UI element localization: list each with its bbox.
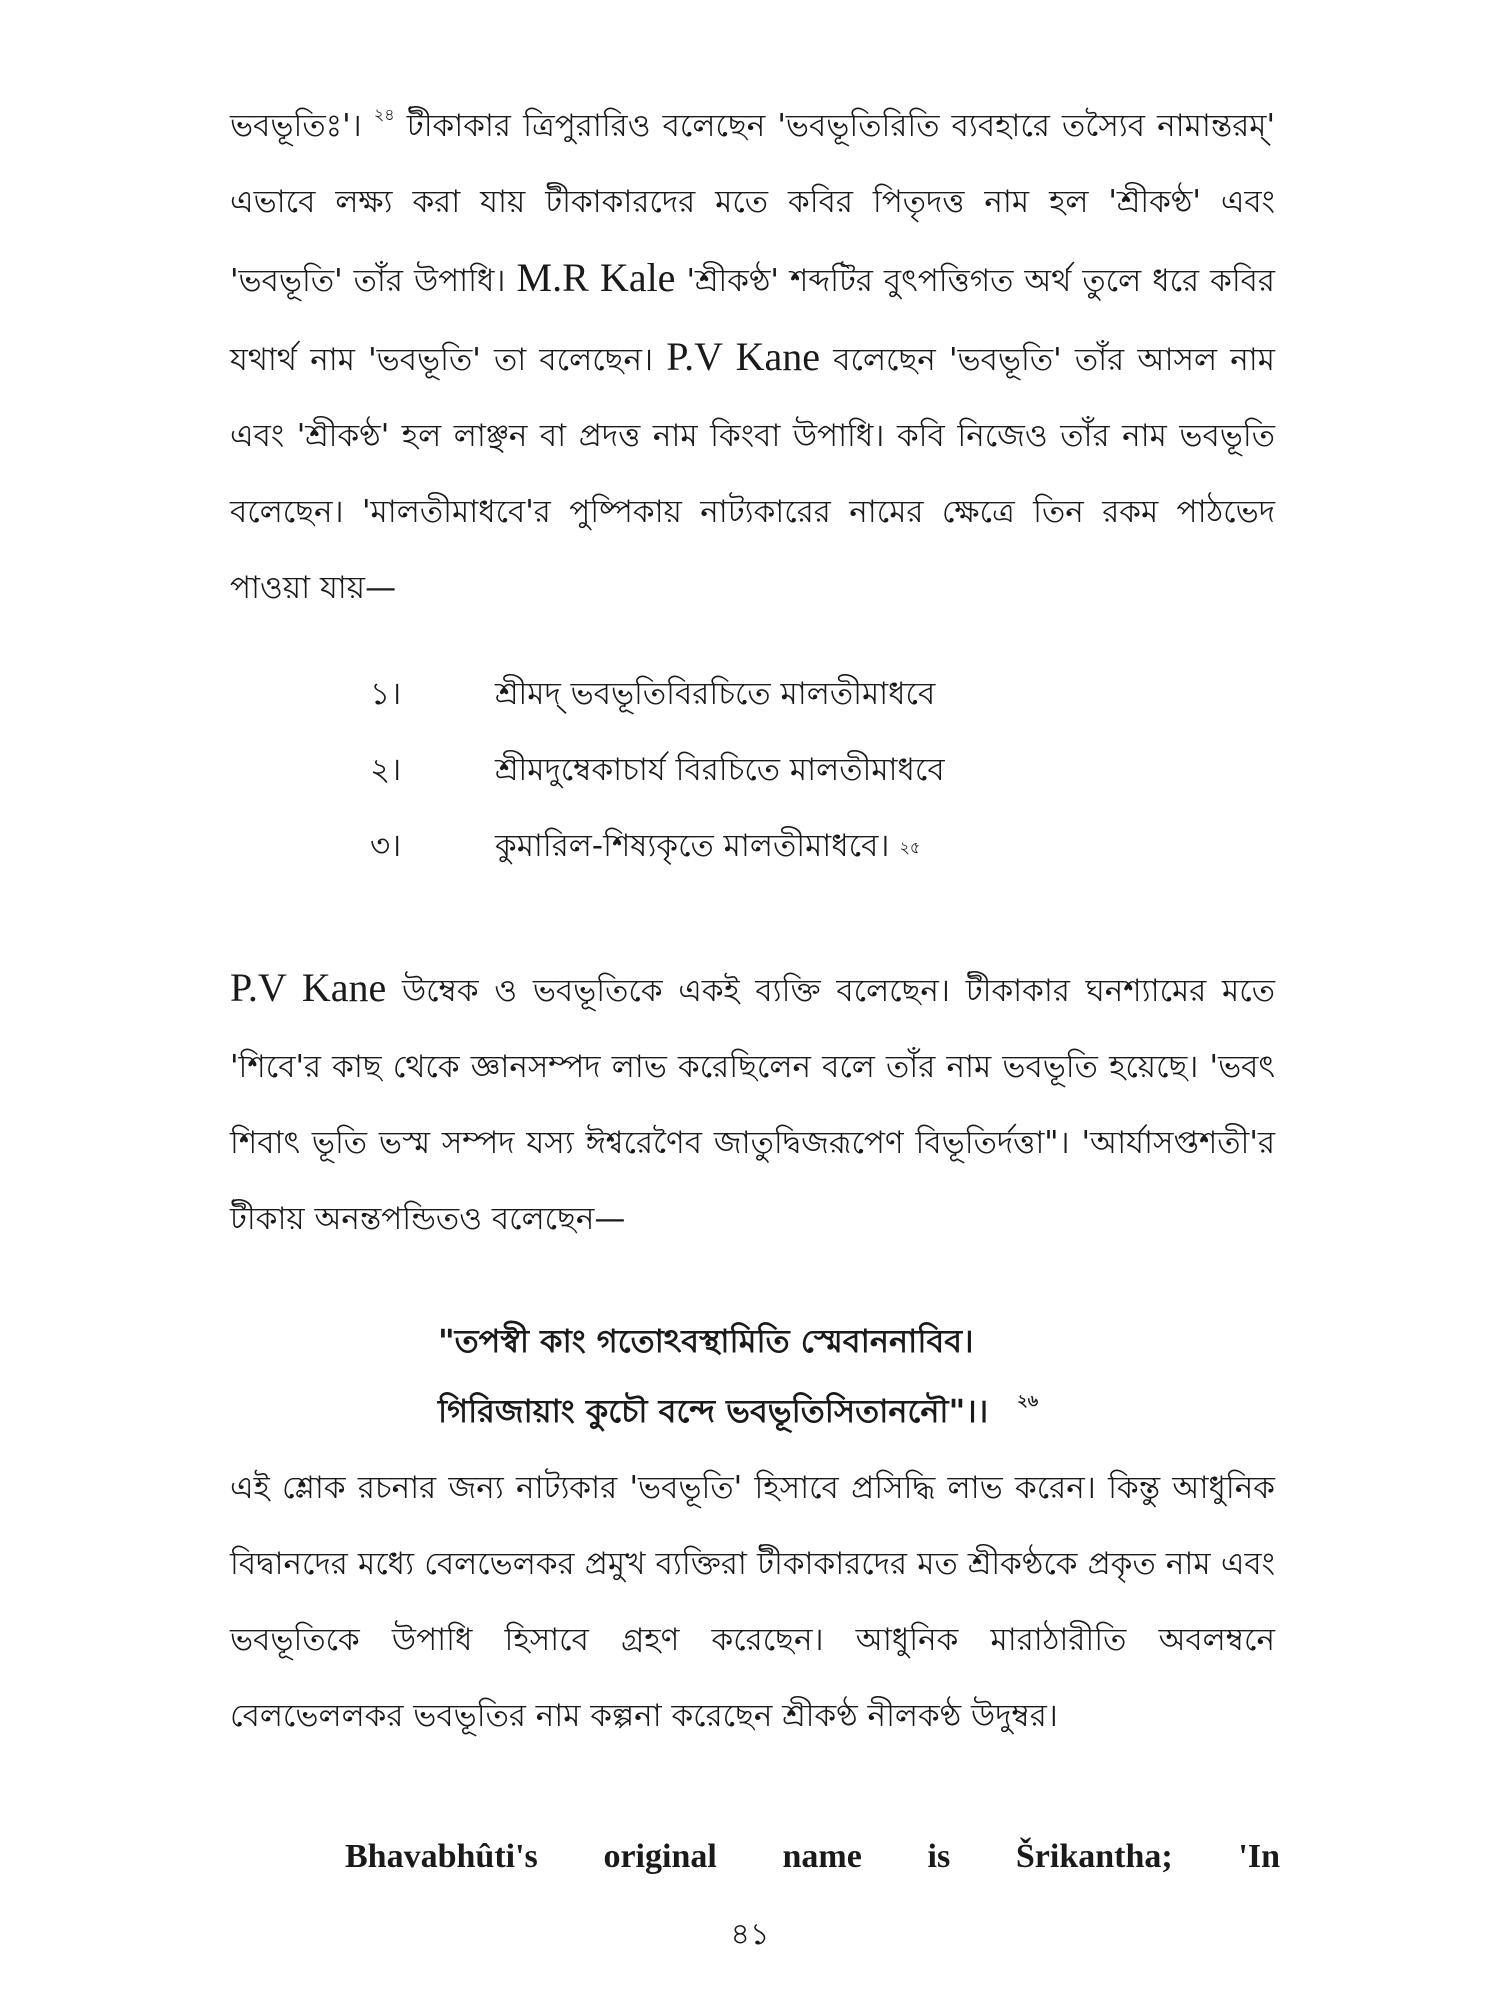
author-name-kane: P.V Kane — [230, 965, 387, 1010]
author-name-kale: M.R Kale — [516, 255, 676, 300]
verse-line-2 — [438, 1386, 1038, 1440]
list-text: শ্রীমদ্ ভবভূতিবিরচিতে মালতীমাধবে — [495, 676, 936, 712]
paragraph-name-origin — [230, 88, 1275, 626]
list-text: শ্রীমদুম্বেকাচার্য বিরচিতে মালতীমাধবে — [495, 752, 945, 788]
colophon-variant-list — [370, 658, 1170, 886]
author-name-kane: P.V Kane — [666, 334, 821, 379]
list-number: ২। — [370, 752, 402, 788]
list-item — [370, 658, 1170, 734]
list-item — [370, 734, 1170, 810]
list-number: ১। — [370, 676, 402, 712]
paragraph-text: বলেছেন 'ভবভূতি' তাঁর আসল নাম এবং 'শ্রীকণ্ঠ' হল লাঞ্ছন বা প্রদত্ত নাম কিংবা উপাধি। কবি নিজেও তাঁর নাম ভবভূতি বলেছেন। 'মালতীমাধবে'র পুষ্পিকায় নাট্যকারের নামের ক্ষেত্রে তিন রকম পাঠভেদ পাওয়া যায়— — [230, 342, 1275, 606]
paragraph-modern-scholars: এই শ্লোক রচনার জন্য নাট্যকার 'ভবভূতি' হিসাবে প্রসিদ্ধি লাভ করেন। কিন্তু আধুনিক বিদ্বানদের মধ্যে বেলভেলকর প্রমুখ ব্যক্তিরা টীকাকারদের মত শ্রীকণ্ঠকে প্রকৃত নাম এবং ভবভূতিকে উপাধি হিসাবে গ্রহণ করেছেন। আধুনিক মারাঠারীতি অবলম্বনে বেলভেললকর ভবভূতির নাম কল্পনা করেছেন শ্রীকণ্ঠ নীলকণ্ঠ উদুম্বর। — [230, 1470, 1275, 1734]
page-number: ৪১ — [730, 1917, 770, 1952]
footnote-ref-26: ২৬ — [1017, 1391, 1039, 1410]
paragraph-text: উম্বেক ও ভবভূতিকে একই ব্যক্তি বলেছেন। টীকাকার ঘনশ্যামের মতে 'শিবে'র কাছ থেকে জ্ঞানসম্পদ লাভ করেছিলেন বলে তাঁর নাম ভবভূতি হয়েছে। 'ভবৎ শিবাৎ ভূতি ভস্ম সম্পদ যস্য ঈশ্বরেণৈব জাতুদ্বিজরূপেণ বিভূতির্দত্তা"। 'আর্যাসপ্তশতী'র টীকায় অনন্তপন্ডিতও বলেছেন— — [230, 973, 1275, 1237]
footnote-ref-24: ২৪ — [373, 105, 395, 124]
english-quote-line: Bhavabhûti's original name is Šrikantha; 'In — [345, 1838, 1280, 1875]
list-item: ৩। কুমারিল-শিষ্যকৃতে মালতীমাধবে। ২৫ — [370, 810, 1170, 886]
paragraph-text: 'শ্রীকণ্ঠ' শব্দটির বুৎপত্তিগত অর্থ তুলে ধরে কবির যথার্থ নাম 'ভবভূতি' তা বলেছেন। — [230, 263, 1275, 378]
paragraph-text: টীকাকার ত্রিপুরারিও বলেছেন 'ভবভূতিরিতি ব্যবহারে তস্যৈব নামান্তরম্' এভাবে লক্ষ্য করা যায় টীকাকারদের মতে কবির পিতৃদত্ত নাম হল 'শ্রীকণ্ঠ' এবং 'ভবভূতি' তাঁর উপাধি। — [230, 108, 1276, 299]
verse-text: গিরিজায়াং কুচৌ বন্দে ভবভূতিসিতাননৌ"।। — [438, 1392, 989, 1430]
paragraph-text: ভবভূতিঃ'। — [230, 108, 362, 144]
paragraph-kane-opinion — [230, 950, 1275, 1257]
verse-line-1: "তপস্বী কাং গতোঽবস্থামিতি স্মেবাননাবিব। — [438, 1322, 974, 1360]
list-text: কুমারিল-শিষ্যকৃতে মালতীমাধবে। — [495, 828, 890, 864]
list-number: ৩। — [370, 828, 402, 864]
